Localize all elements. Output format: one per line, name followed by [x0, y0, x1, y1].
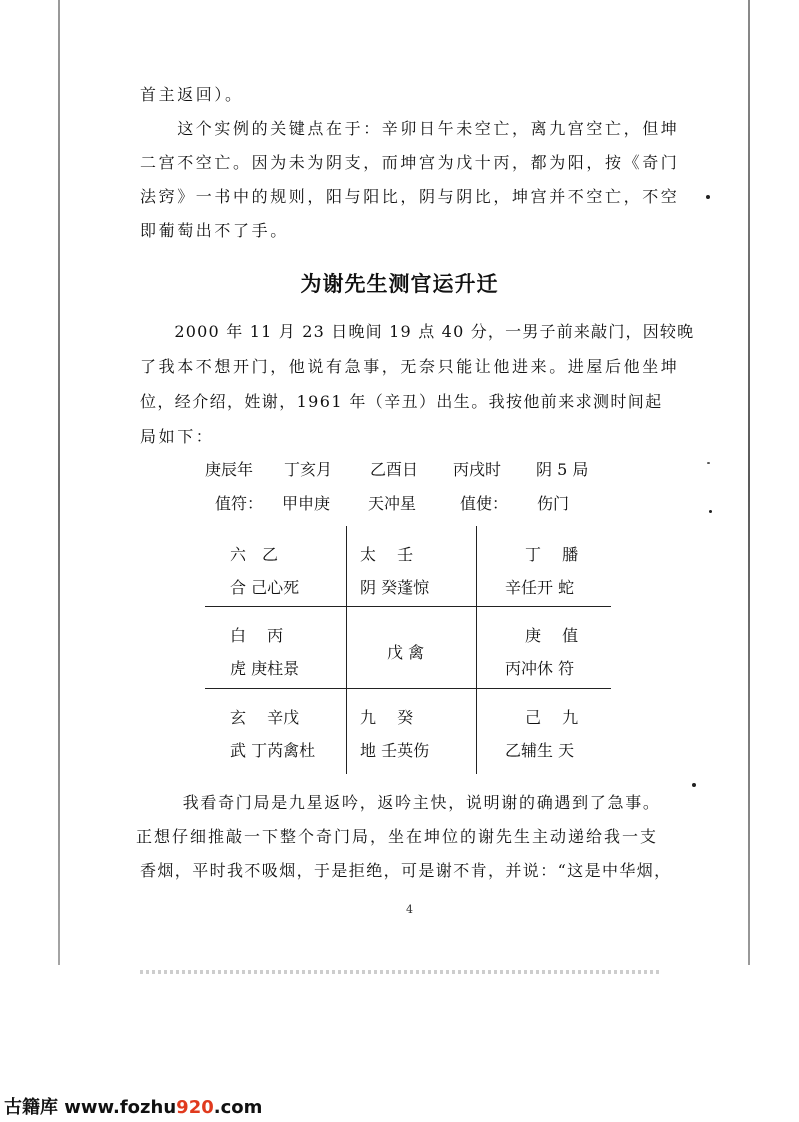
grid-divider [476, 526, 477, 774]
day-pillar: 乙酉日 [370, 460, 419, 479]
palace-cell-text: 阴 癸蓬惊 [360, 578, 430, 597]
url-suffix: .com [213, 1097, 263, 1118]
zhishi-value: 伤门 [537, 494, 570, 513]
month-pillar: 丁亥月 [284, 460, 333, 479]
palace-cell-text: 玄 辛戊 [230, 708, 300, 727]
zhifu-label: 值符： [215, 494, 264, 513]
page-edge-left [58, 0, 60, 965]
palace-cell-text: 六 乙 [230, 545, 279, 564]
paragraph-line: 法窍》一书中的规则，阳与阳比，阴与阴比，坤宫并不空亡，不空 [140, 187, 680, 206]
scan-speck [692, 783, 696, 787]
palace-cell-text: 武 丁芮禽杜 [230, 741, 316, 760]
palace-cell-text: 庚 值 [525, 626, 579, 645]
palace-cell-text: 太 壬 [360, 545, 414, 564]
paragraph-line: 局如下： [140, 427, 215, 446]
palace-cell-text: 地 壬英伤 [360, 741, 430, 760]
paragraph-line: 2000 年 11 月 23 日晚间 19 点 40 分，一男子前来敲门，因较晚 [140, 322, 695, 341]
url-number: 920 [176, 1097, 214, 1118]
palace-cell-text: 乙辅生 天 [505, 741, 575, 760]
palace-cell-text: 丙冲休 符 [505, 659, 575, 678]
zhifu-value: 甲申庚 [282, 494, 331, 513]
year-pillar: 庚辰年 [205, 460, 254, 479]
url-prefix: www.fozhu [64, 1097, 177, 1118]
hour-pillar: 丙戌时 [453, 460, 502, 479]
paragraph-line: 首主返回）。 [140, 85, 244, 104]
page-number: 4 [406, 903, 413, 916]
grid-divider [205, 606, 611, 607]
palace-cell-text: 辛任开 蛇 [505, 578, 575, 597]
grid-divider [346, 526, 347, 774]
page-edge-bottom [140, 970, 660, 974]
paragraph-line: 二宫不空亡。因为未为阴支，而坤宫为戊十丙，都为阳，按《奇门 [140, 153, 680, 172]
paragraph-line: 香烟，平时我不吸烟，于是拒绝，可是谢不肯，并说：“这是中华烟， [140, 861, 672, 880]
palace-cell-text: 丁 膰 [525, 545, 579, 564]
paragraph-line: 我看奇门局是九星返吟，返吟主快，说明谢的确遇到了急事。 [165, 793, 661, 812]
paragraph-line: 即葡萄出不了手。 [140, 221, 289, 240]
page-edge-right [748, 0, 750, 965]
grid-divider [205, 688, 611, 689]
paragraph-line: 了我本不想开门，他说有急事，无奈只能让他进来。进屋后他坐坤 [140, 357, 680, 376]
paragraph-line: 正想仔细推敲一下整个奇门局，坐在坤位的谢先生主动递给我一支 [136, 827, 659, 846]
scan-speck [707, 462, 710, 464]
scan-speck [709, 510, 712, 513]
site-watermark [4, 1093, 262, 1119]
palace-cell-text: 虎 庚柱景 [230, 659, 300, 678]
section-title: 为谢先生测官运升迁 [300, 272, 499, 296]
palace-cell-text: 合 己心死 [230, 578, 300, 597]
paragraph-line: 这个实例的关键点在于：辛卯日午未空亡，离九宫空亡，但坤 [140, 119, 680, 138]
scan-speck [706, 195, 710, 199]
zhifu-star: 天冲星 [368, 494, 417, 513]
paragraph-line: 位，经介绍，姓谢，1961 年（辛丑）出生。我按他前来求测时间起 [140, 392, 663, 411]
palace-cell-text: 白 丙 [230, 626, 284, 645]
ju-number: 阴 5 局 [536, 460, 589, 479]
palace-cell-text: 己 九 [525, 708, 579, 727]
zhishi-label: 值使： [460, 494, 509, 513]
palace-cell-text: 九 癸 [360, 708, 414, 727]
palace-center-text: 戊 禽 [387, 643, 425, 662]
site-name: 古籍库 [4, 1097, 58, 1118]
site-url[interactable] [64, 1097, 262, 1118]
